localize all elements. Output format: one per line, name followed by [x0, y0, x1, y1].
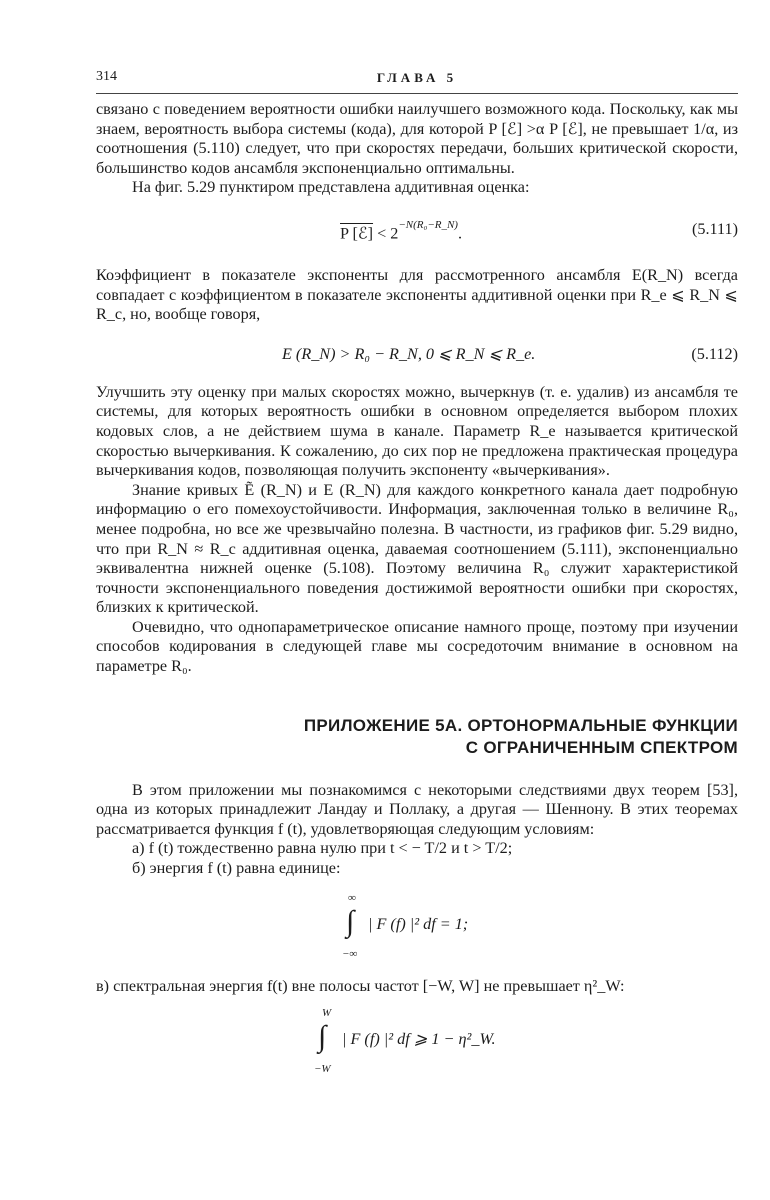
- eq111-lhs: P [ℰ]: [340, 224, 374, 243]
- eq112-formula: E (R_N) > R₀ − R_N, 0 ⩽ R_N ⩽ R_e.: [282, 344, 536, 363]
- paragraph-5: Знание кривых Ẽ (R_N) и E (R_N) для каждого конкретного канала дает подробную информацию о его помехоустойчивости. Информация, заключенная только в величине R₀, менее подробна, но все же чрезвычайно полезна. В частности, из графиков фиг. 5.29 видно, что при R_N ≈ R_c аддитивная оценка, даваемая соотношением (5.111), экспоненциально эквивалентна нижней оценке (5.108). Поэтому величина R₀ служит характеристикой точности экспоненциального поведения достижимой вероятности ошибки при скоростях, близких к критической.: [96, 480, 738, 617]
- eq111-rel: < 2: [373, 224, 399, 243]
- paragraph-2: На фиг. 5.29 пунктиром представлена аддитивная оценка:: [132, 178, 530, 197]
- page-header: [96, 69, 738, 89]
- int1-expression: | F (f) |² df = 1;: [368, 914, 469, 933]
- condition-b: б) энергия f (t) равна единице:: [132, 859, 341, 878]
- paragraph-4: Улучшить эту оценку при малых скоростях можно, вычеркнув (т. е. удалив) из ансамбля те системы, для которых вероятность ошибки в основном определяется выбором плохих кодовых слов, а не действием шума в канале. Параметр R_e называется критической скоростью вычеркивания. К сожалению, до сих пор не предложена практическая процедура вычеркивания кодов, позволяющая получить экспоненту «вычеркивания».: [96, 382, 738, 480]
- appendix-heading-line-2: С ОГРАНИЧЕННЫМ СПЕКТРОМ: [465, 737, 738, 757]
- equation-5-112: [96, 337, 738, 375]
- page-number: 314: [96, 69, 117, 84]
- int2-expression: | F (f) |² df ⩾ 1 − η²_W.: [342, 1030, 496, 1049]
- eq111-exponent: −N(R₀−R_N): [398, 218, 458, 231]
- condition-c: в) спектральная энергия f(t) вне полосы частот [−W, W] не превышает η²_W:: [96, 976, 625, 995]
- integral-energy: [96, 885, 738, 967]
- page-body: [96, 100, 738, 1092]
- header-rule: [96, 93, 738, 94]
- paragraph-7: В этом приложении мы познакомимся с некоторыми следствиями двух теорем [53], одна из которых принадлежит Ландау и Поллаку, а другая — Шеннону. В этих теоремах рассматривается функция f (t), удовлетворяющая следующим условиям:: [96, 780, 738, 838]
- integral-band-energy: [96, 1000, 738, 1082]
- int2-upper-limit: W: [322, 1007, 332, 1020]
- int1-upper-limit: ∞: [348, 891, 356, 904]
- eq112-number: (5.112): [691, 344, 738, 363]
- int2-lower-limit: −W: [314, 1063, 331, 1076]
- paragraph-6: Очевидно, что однопараметрическое описание намного проще, поэтому при изучении способов кодирования в следующей главе мы сосредоточим внимание в основном на параметре R₀.: [96, 617, 738, 676]
- paragraph-1: связано с поведением вероятности ошибки наилучшего возможного кода. Поскольку, как мы знаем, вероятность выбора системы (кода), для которой P [ℰ] >α P [ℰ], не превышает 1/α, из соотношения (5.110) следует, что при скоростях передачи, больших критической скорости, большинство кодов ансамбля экспоненциально оптимальны.: [96, 100, 738, 177]
- appendix-heading: [96, 715, 738, 759]
- running-title: ГЛАВА 5: [376, 70, 458, 85]
- condition-a: а) f (t) тождественно равна нулю при t < − T/2 и t > T/2;: [132, 839, 513, 858]
- eq111-tail: .: [457, 224, 463, 243]
- eq111-number: (5.111): [691, 219, 738, 238]
- appendix-heading-line-1: ПРИЛОЖЕНИЕ 5А. ОРТОНОРМАЛЬНЫЕ ФУНКЦИИ: [303, 715, 738, 735]
- paragraph-3: Коэффициент в показателе экспоненты для рассмотренного ансамбля E(R_N) всегда совпадает с коэффициентом в показателе экспоненты аддитивной оценки при R_e ⩽ R_N ⩽ R_c, но, вообще говоря,: [96, 265, 738, 324]
- integral-sign-2: ∫: [318, 1020, 327, 1054]
- equation-5-111: [96, 210, 738, 252]
- int1-lower-limit: −∞: [342, 947, 358, 960]
- integral-sign-1: ∫: [346, 904, 355, 938]
